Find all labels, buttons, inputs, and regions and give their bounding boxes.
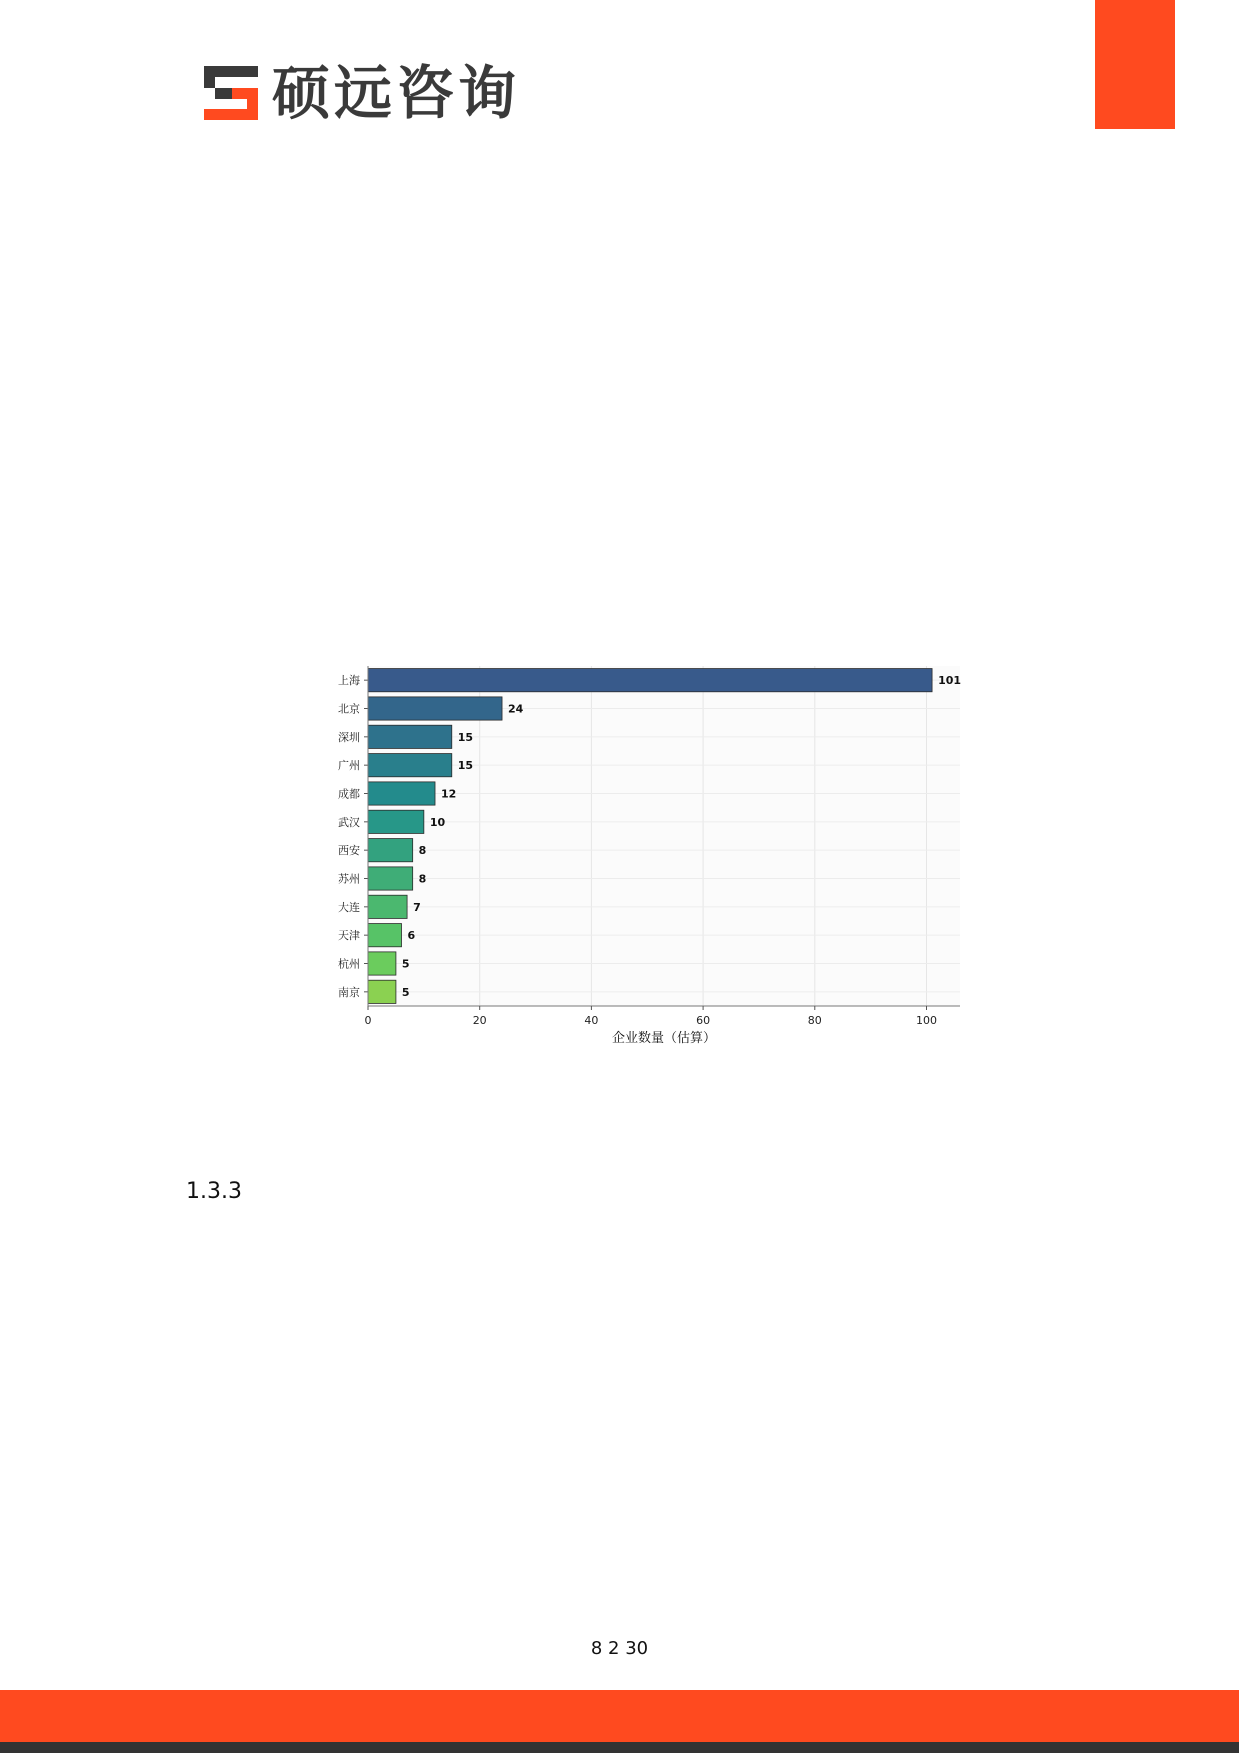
x-tick-label: 20 [472,1014,487,1027]
category-label: 西安 [338,844,360,858]
bar [368,867,413,890]
x-tick-label: 0 [364,1014,372,1027]
footer-band [0,1690,1239,1742]
bar [368,895,407,918]
bar-value-label: 12 [441,787,457,801]
bar [368,810,424,833]
x-tick-label: 100 [915,1014,937,1027]
category-label: 上海 [338,674,360,688]
category-label: 大连 [338,900,360,914]
bar [368,952,396,975]
x-axis-label: 企业数量（估算） [611,1031,717,1046]
bar-value-label: 7 [413,900,421,914]
section-heading: 1.3.3 [186,1179,242,1204]
bar [368,669,932,692]
bar-value-label: 101 [938,674,962,688]
category-label: 天津 [338,929,360,943]
bar-value-label: 5 [401,985,410,999]
category-label: 苏州 [338,872,360,886]
bar [368,754,452,777]
category-label: 成都 [338,787,360,801]
bar-value-label: 6 [407,929,416,943]
bar-value-label: 15 [457,759,474,773]
x-tick-label: 80 [807,1014,822,1027]
page-number: 8 2 30 [590,1638,649,1659]
bar [368,924,402,947]
bar-value-label: 8 [418,844,427,858]
company-logo [202,59,521,127]
top-accent-bar [1095,0,1175,129]
category-label: 深圳 [338,730,360,744]
category-label: 南京 [338,985,360,999]
footer-edge [0,1742,1239,1753]
logo-icon [202,64,260,122]
category-label: 广州 [338,759,360,773]
bar-value-label: 10 [429,815,446,829]
category-label: 武汉 [338,815,360,829]
bar-value-label: 15 [457,730,474,744]
bar [368,725,452,748]
bar [368,697,502,720]
bar-chart [320,650,970,1060]
category-label: 北京 [338,702,360,716]
x-tick-label: 60 [696,1014,711,1027]
bar [368,980,396,1003]
x-tick-label: 40 [584,1014,599,1027]
bar-value-label: 24 [508,702,524,716]
category-label: 杭州 [338,957,360,971]
bar [368,839,413,862]
logo-text: 硕远咨询 [272,59,521,127]
bar [368,782,435,805]
bar-value-label: 8 [418,872,427,886]
bar-value-label: 5 [401,957,410,971]
